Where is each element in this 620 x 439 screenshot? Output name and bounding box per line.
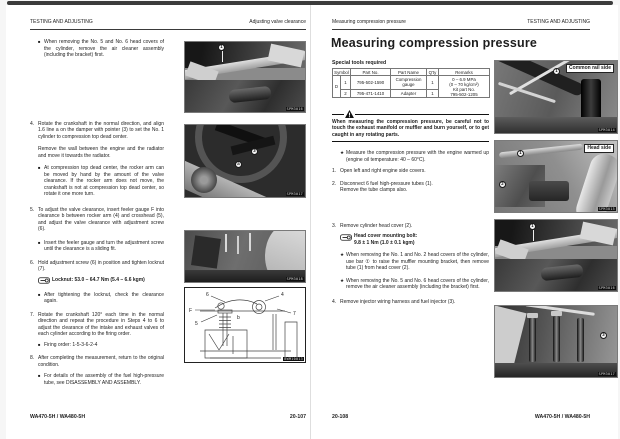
qty-cell: 1 <box>427 89 439 97</box>
firing-order-text: Firing order: 1-5-3-6-2-4 <box>44 341 98 348</box>
star-marker: ★ <box>340 150 345 155</box>
step-5-text: To adjust the valve clearance, insert feeler gauge F into clearance b between rocker arm (4) and crosshead (5), and adjust the valve clearance with adjustment screw (6). <box>38 206 164 232</box>
figure-code-label: SPM3017 <box>286 191 303 196</box>
step-1-text: Open left and right engine side covers. <box>340 168 426 174</box>
left-header-section: TESTING AND ADJUSTING <box>30 19 93 25</box>
bullet-marker: ■ <box>38 291 41 297</box>
right-page-footer <box>332 414 590 420</box>
diagram-callout-F: F <box>189 308 193 314</box>
torque-wrench-icon <box>340 234 352 247</box>
special-tools-heading: Special tools required <box>332 60 387 66</box>
step-1 <box>332 168 489 175</box>
bullet-marker: ■ <box>38 165 41 170</box>
col-symbol: Symbol <box>334 69 349 75</box>
step-5 <box>30 207 164 233</box>
photo-shape <box>249 233 251 251</box>
step-4-note <box>30 165 164 198</box>
warning-block <box>332 110 489 142</box>
photo-shape <box>551 311 562 316</box>
photo-shape <box>527 313 538 318</box>
note-head-covers-5-6 <box>332 278 489 291</box>
callout-1: 1 <box>218 44 225 51</box>
callout-3: 3 <box>600 332 607 339</box>
right-text-column <box>332 150 489 305</box>
photo-shape <box>225 234 227 252</box>
rule-segment <box>355 114 489 115</box>
part-no-cell: 795-502-1590 <box>351 76 391 90</box>
diagram-callout-4: 4 <box>281 292 284 298</box>
step-4 <box>30 121 164 141</box>
step-3-text: Remove cylinder head cover (2). <box>340 222 413 229</box>
figure-valve-mechanism-diagram <box>184 287 306 363</box>
page-title: Measuring compression pressure <box>331 36 538 50</box>
step-4-text: Rotate the crankshaft in the normal direction, and align 1.6 line a on the damper with pointer (3) to set the No. 1 cylinder to compression top dead center. <box>38 120 164 140</box>
photo-shape <box>529 318 536 362</box>
intro-bullet-text: When removing the No. 5 and No. 6 head covers of the cylinder, remove the air cleaner assembly (including the bracket) first. <box>44 39 164 58</box>
symbol-sub-cell: 2 <box>341 89 351 97</box>
diagram-callout-b: b <box>237 315 240 321</box>
photo-shape <box>577 318 584 362</box>
step-2-line-2: Remove the tube clamps also. <box>340 187 408 193</box>
warning-top-rule <box>332 110 489 118</box>
photo-shape <box>529 181 569 201</box>
figure-head-side-photo <box>494 140 618 213</box>
note-head-covers-1-2 <box>332 252 489 272</box>
warning-text: When measuring the compression pressure, be careful not to touch the exhaust manifold or muffler and burn yourself, or to get caught in any rotating parts. <box>332 119 489 138</box>
callout-a: a <box>235 161 242 168</box>
left-text-column <box>30 39 164 386</box>
figure-damper-pointer-photo <box>184 124 306 198</box>
step-4-right-number: 4. <box>332 298 337 305</box>
remarks-line: (0 – 70 kg/cm²) <box>449 81 479 87</box>
step-8-note-text: For details of the assembly of the fuel high-pressure tube, see DISASSEMBLY AND ASSEMBLY. <box>44 373 164 386</box>
head-side-label: Head side <box>584 144 614 153</box>
right-footer-page-number: 20-108 <box>332 414 349 420</box>
callout-1: 1 <box>529 223 536 230</box>
figure-code-label: SPM3014 <box>598 127 615 132</box>
note-head-covers-5-6-text: When removing the No. 5 and No. 6 head covers of the cylinder, remove the air cleaner assembly (including the bracket) first. <box>346 277 489 290</box>
star-marker: ★ <box>340 252 345 257</box>
left-header-topic: Adjusting valve clearance <box>249 19 306 25</box>
table-row <box>333 76 490 90</box>
step-8-note <box>30 373 164 386</box>
step-6-number: 6. <box>30 259 35 266</box>
figure-code-label: SPM3016 <box>286 106 303 111</box>
step-7 <box>30 312 164 338</box>
step-3 <box>332 223 489 230</box>
figure-common-rail-side-photo <box>494 60 618 134</box>
part-name-cell: Adapter <box>391 89 427 97</box>
step-2 <box>332 181 489 194</box>
remarks-line: Kit part No. <box>453 86 475 92</box>
figure-code-label: SPM3018 <box>286 276 303 281</box>
note-head-covers-1-2-text: When removing the No. 1 and No. 2 head covers of the cylinder, use bar ① to raise the muffler mounting bracket, then remove tube (1) from head cover (2). <box>346 252 489 271</box>
step-8-number: 8. <box>30 355 35 361</box>
callout-1: 1 <box>517 150 524 157</box>
figure-head-adjustment-photo <box>184 230 306 283</box>
figure-code-label: SPM3015 <box>598 206 615 211</box>
part-name-cell: Compression gauge <box>391 76 427 90</box>
firing-order-note <box>30 342 164 349</box>
left-page-header <box>30 19 306 25</box>
remarks-cell <box>439 76 490 98</box>
table-header-row <box>333 69 490 76</box>
callout-2: 2 <box>499 181 506 188</box>
locknut-torque-spec <box>30 277 164 287</box>
bullet-marker: ■ <box>38 39 41 44</box>
bullet-marker: ■ <box>38 341 41 347</box>
bullet-marker: ■ <box>38 373 41 378</box>
step-4-note-text: At compression top dead center, the rocker arm can be moved by hand by the amount of the valve clearance. If the rocker arm does not move, the crankshaft is not at compression top dead center, so rotate it one more turn. <box>44 165 164 197</box>
common-rail-side-label: Common rail side <box>566 64 614 73</box>
diagram-callout-6: 6 <box>206 292 209 298</box>
step-4-right <box>332 299 489 306</box>
photo-shape <box>573 150 618 213</box>
torque-line-1: Head cover mounting bolt: <box>354 233 418 239</box>
col-qty: Q'ty <box>427 69 439 76</box>
left-footer-model: WA470-5H / WA480-5H <box>30 414 86 420</box>
note-warmup-text: Measure the compression pressure with the engine warmed up (engine oil temperature: 40 – 60°C). <box>346 150 489 163</box>
col-part-name: Part Name <box>391 69 427 76</box>
step-6-text: Hold adjustment screw (6) in position and tighten locknut (7). <box>38 259 164 272</box>
part-no-cell: 795-471-1410 <box>351 89 391 97</box>
step-3-number: 3. <box>332 222 337 229</box>
bullet-marker: ■ <box>38 239 41 245</box>
head-cover-torque-spec <box>332 233 489 246</box>
figure-code-label: SPM3017 <box>598 371 615 376</box>
step-2-text <box>340 181 489 194</box>
callout-3: 3 <box>251 148 258 155</box>
special-tools-table <box>332 68 490 98</box>
figure-injectors-photo <box>494 305 618 378</box>
left-header-rule <box>30 29 306 30</box>
left-footer-page-number: 20-107 <box>289 414 306 420</box>
remarks-line: 0 – 6.9 MPa <box>452 76 476 82</box>
step-5-note <box>30 240 164 253</box>
left-page-footer <box>30 414 306 420</box>
step-5-note-text: Insert the feeler gauge and turn the adjustment screw until the clearance is a sliding fit. <box>44 239 164 252</box>
figure-code-label: SPM3016 <box>598 285 615 290</box>
callout-leader-line <box>533 230 534 241</box>
qty-cell: 1 <box>427 76 439 90</box>
step-6-note <box>30 292 164 305</box>
step-5-number: 5. <box>30 206 35 213</box>
rule-segment <box>332 114 344 115</box>
step-2-number: 2. <box>332 180 337 187</box>
symbol-cell: D <box>333 76 341 98</box>
symbol-sub-cell: 1 <box>341 76 351 90</box>
photo-shape <box>237 236 239 254</box>
step-4-right-text: Remove injector wiring harness and fuel injector (3). <box>340 298 456 305</box>
col-remarks: Remarks <box>439 69 490 76</box>
photo-shape <box>191 235 221 268</box>
right-footer-model: WA470-5H / WA480-5H <box>534 414 590 420</box>
valve-diagram-drawing <box>185 288 305 362</box>
warning-triangle-icon <box>345 110 354 118</box>
figure-code-label: BWM10013 <box>284 356 303 361</box>
star-marker: ★ <box>340 277 345 283</box>
diagram-callout-7: 7 <box>293 311 296 317</box>
right-page-header <box>332 19 590 25</box>
step-1-number: 1. <box>332 168 337 174</box>
step-4-number: 4. <box>30 120 35 127</box>
step-8-text: After completing the measurement, return to the original condition. <box>38 355 164 368</box>
photo-shape <box>191 167 217 193</box>
warning-bottom-rule <box>332 141 489 142</box>
callout-1: 1 <box>553 68 560 75</box>
step-4-paragraph: Remove the wall between the engine and the radiator and move it towards the radiator. <box>38 146 164 159</box>
head-cover-torque-text <box>354 233 417 246</box>
intro-bullet <box>30 39 164 59</box>
right-header-section: TESTING AND ADJUSTING <box>527 19 590 25</box>
step-7-text: Rotate the crankshaft 120° each time in the normal direction and repeat the procedure in Steps 4 to 6 to adjust the clearance of the intake and exhaust valves of each cylinder according to the firing order. <box>38 311 164 337</box>
note-warmup <box>332 150 489 163</box>
figure-bar-muffler-bracket-photo <box>184 41 306 113</box>
step-2-line-1: Disconnect 6 fuel high-pressure tubes (1). <box>340 180 433 187</box>
right-header-rule <box>332 29 590 30</box>
right-header-topic: Measuring compression pressure <box>332 19 406 25</box>
remarks-line: 795-502-1205 <box>450 91 478 97</box>
torque-line-2: 9.8 ± 1 Nm (1.0 ± 0.1 kgm) <box>354 239 415 246</box>
torque-wrench-icon <box>38 277 50 287</box>
col-part-no: Part No. <box>351 69 391 76</box>
figure-bar-muffler-bracket-photo-right <box>494 219 618 292</box>
photo-shape <box>553 316 560 362</box>
step-6 <box>30 260 164 273</box>
diagram-callout-5: 5 <box>195 321 198 327</box>
step-8 <box>30 355 164 368</box>
step-6-note-text: After tightening the locknut, check the clearance again. <box>44 291 164 304</box>
step-7-number: 7. <box>30 311 35 318</box>
photo-shape <box>499 144 583 159</box>
locknut-torque-text: Locknut: 53.0 – 64.7 Nm (5.4 – 6.6 kgm) <box>52 276 145 283</box>
callout-leader-line <box>222 51 223 62</box>
